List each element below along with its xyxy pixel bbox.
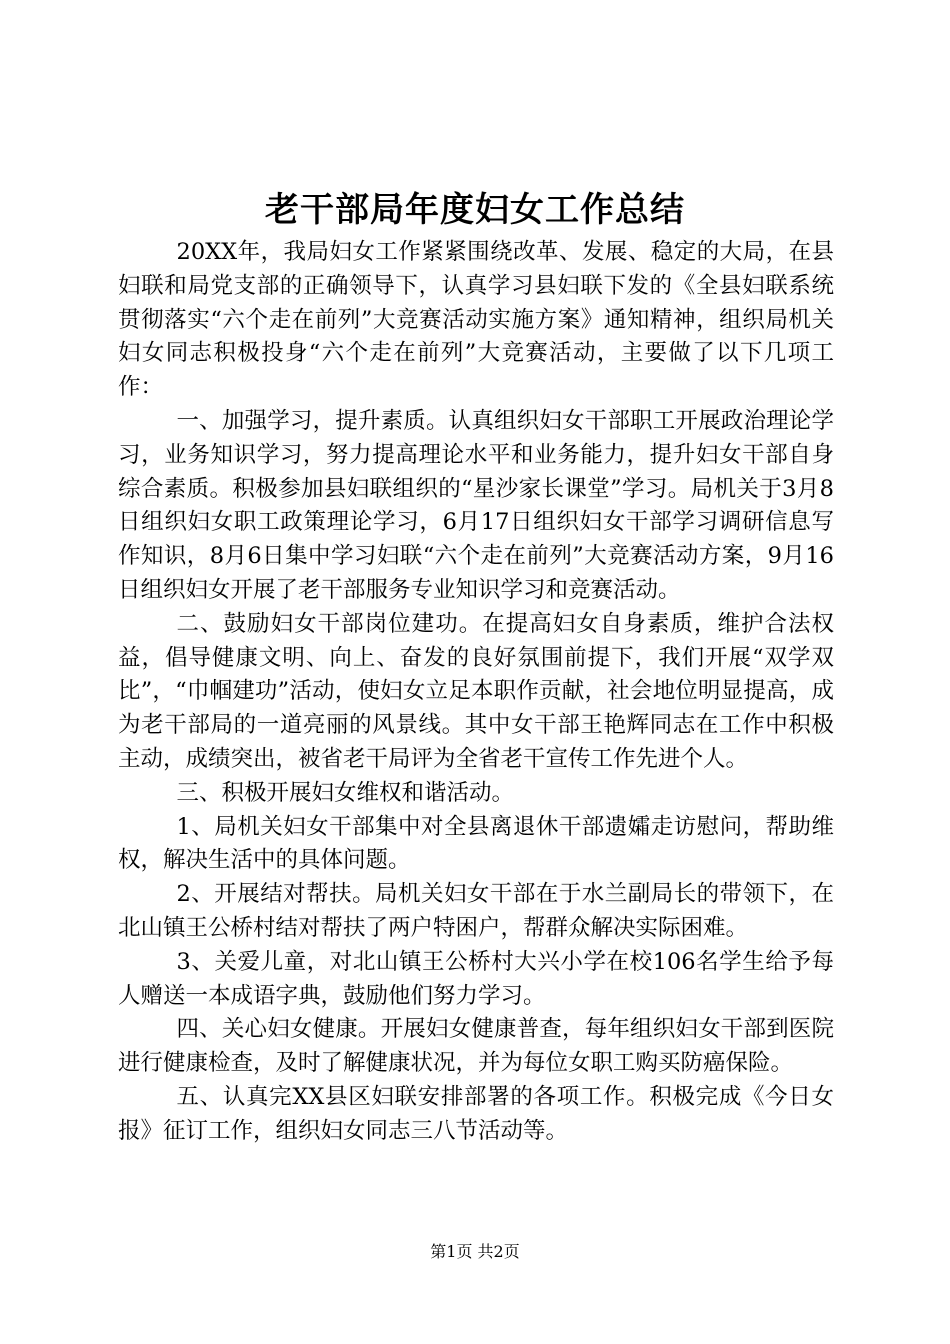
document-title: 老干部局年度妇女工作总结 [265, 190, 685, 230]
paragraph-section-3: 三、积极开展妇女维权和谐活动。 [176, 779, 515, 806]
document-body [118, 236, 834, 1149]
paragraph-item-2: 2、开展结对帮扶。局机关妇女干部在于水兰副局长的带领下，在北山镇王公桥村结对帮扶了两户特困户，帮群众解决实际困难。 [118, 881, 834, 941]
paragraph-item-1: 1、局机关妇女干部集中对全县离退休干部遗孀走访慰问，帮助维权，解决生活中的具体问题。 [118, 813, 834, 874]
paragraph-section-2: 二、鼓励妇女干部岗位建功。在提高妇女自身素质，维护合法权益，倡导健康文明、向上、奋发的良好氛围前提下，我们开展“双学双比”，“巾帼建功”活动，使妇女立足本职作贡献，社会地位明显提高，成为老干部局的一道亮丽的风景线。其中女干部王艳辉同志在工作中积极主动，成绩突出，被省老干局评为全省老干宣传工作先进个人。 [118, 610, 834, 772]
paragraph-section-5: 五、认真完XX县区妇联安排部署的各项工作。积极完成《今日女报》征订工作，组织妇女同志三八节活动等。 [118, 1083, 834, 1144]
paragraph-section-4: 四、关心妇女健康。开展妇女健康普查，每年组织妇女干部到医院进行健康检查，及时了解健康状况，并为每位女职工购买防癌保险。 [118, 1016, 834, 1077]
paragraph-intro: 20XX年，我局妇女工作紧紧围绕改革、发展、稳定的大局，在县妇联和局党支部的正确领导下，认真学习县妇联下发的《全县妇联系统贯彻落实“六个走在前列”大竞赛活动实施方案》通知精神，组织局机关妇女同志积极投身“六个走在前列”大竞赛活动，主要做了以下几项工作： [118, 239, 834, 401]
paragraph-section-1: 一、加强学习，提升素质。认真组织妇女干部职工开展政治理论学习，业务知识学习，努力提高理论水平和业务能力，提升妇女干部自身综合素质。积极参加县妇联组织的“星沙家长课堂”学习。局机关于3月8日组织妇女职工政策理论学习，6月17日组织妇女干部学习调研信息写作知识，8月6日集中学习妇联“六个走在前列”大竞赛活动方案，9月16日组织妇女开展了老干部服务专业知识学习和竞赛活动。 [118, 407, 834, 603]
paragraph-item-3: 3、关爱儿童，对北山镇王公桥村大兴小学在校106名学生给予每人赠送一本成语字典，鼓励他们努力学习。 [118, 948, 834, 1009]
page-number-footer: 第1页 共2页 [430, 1242, 520, 1261]
